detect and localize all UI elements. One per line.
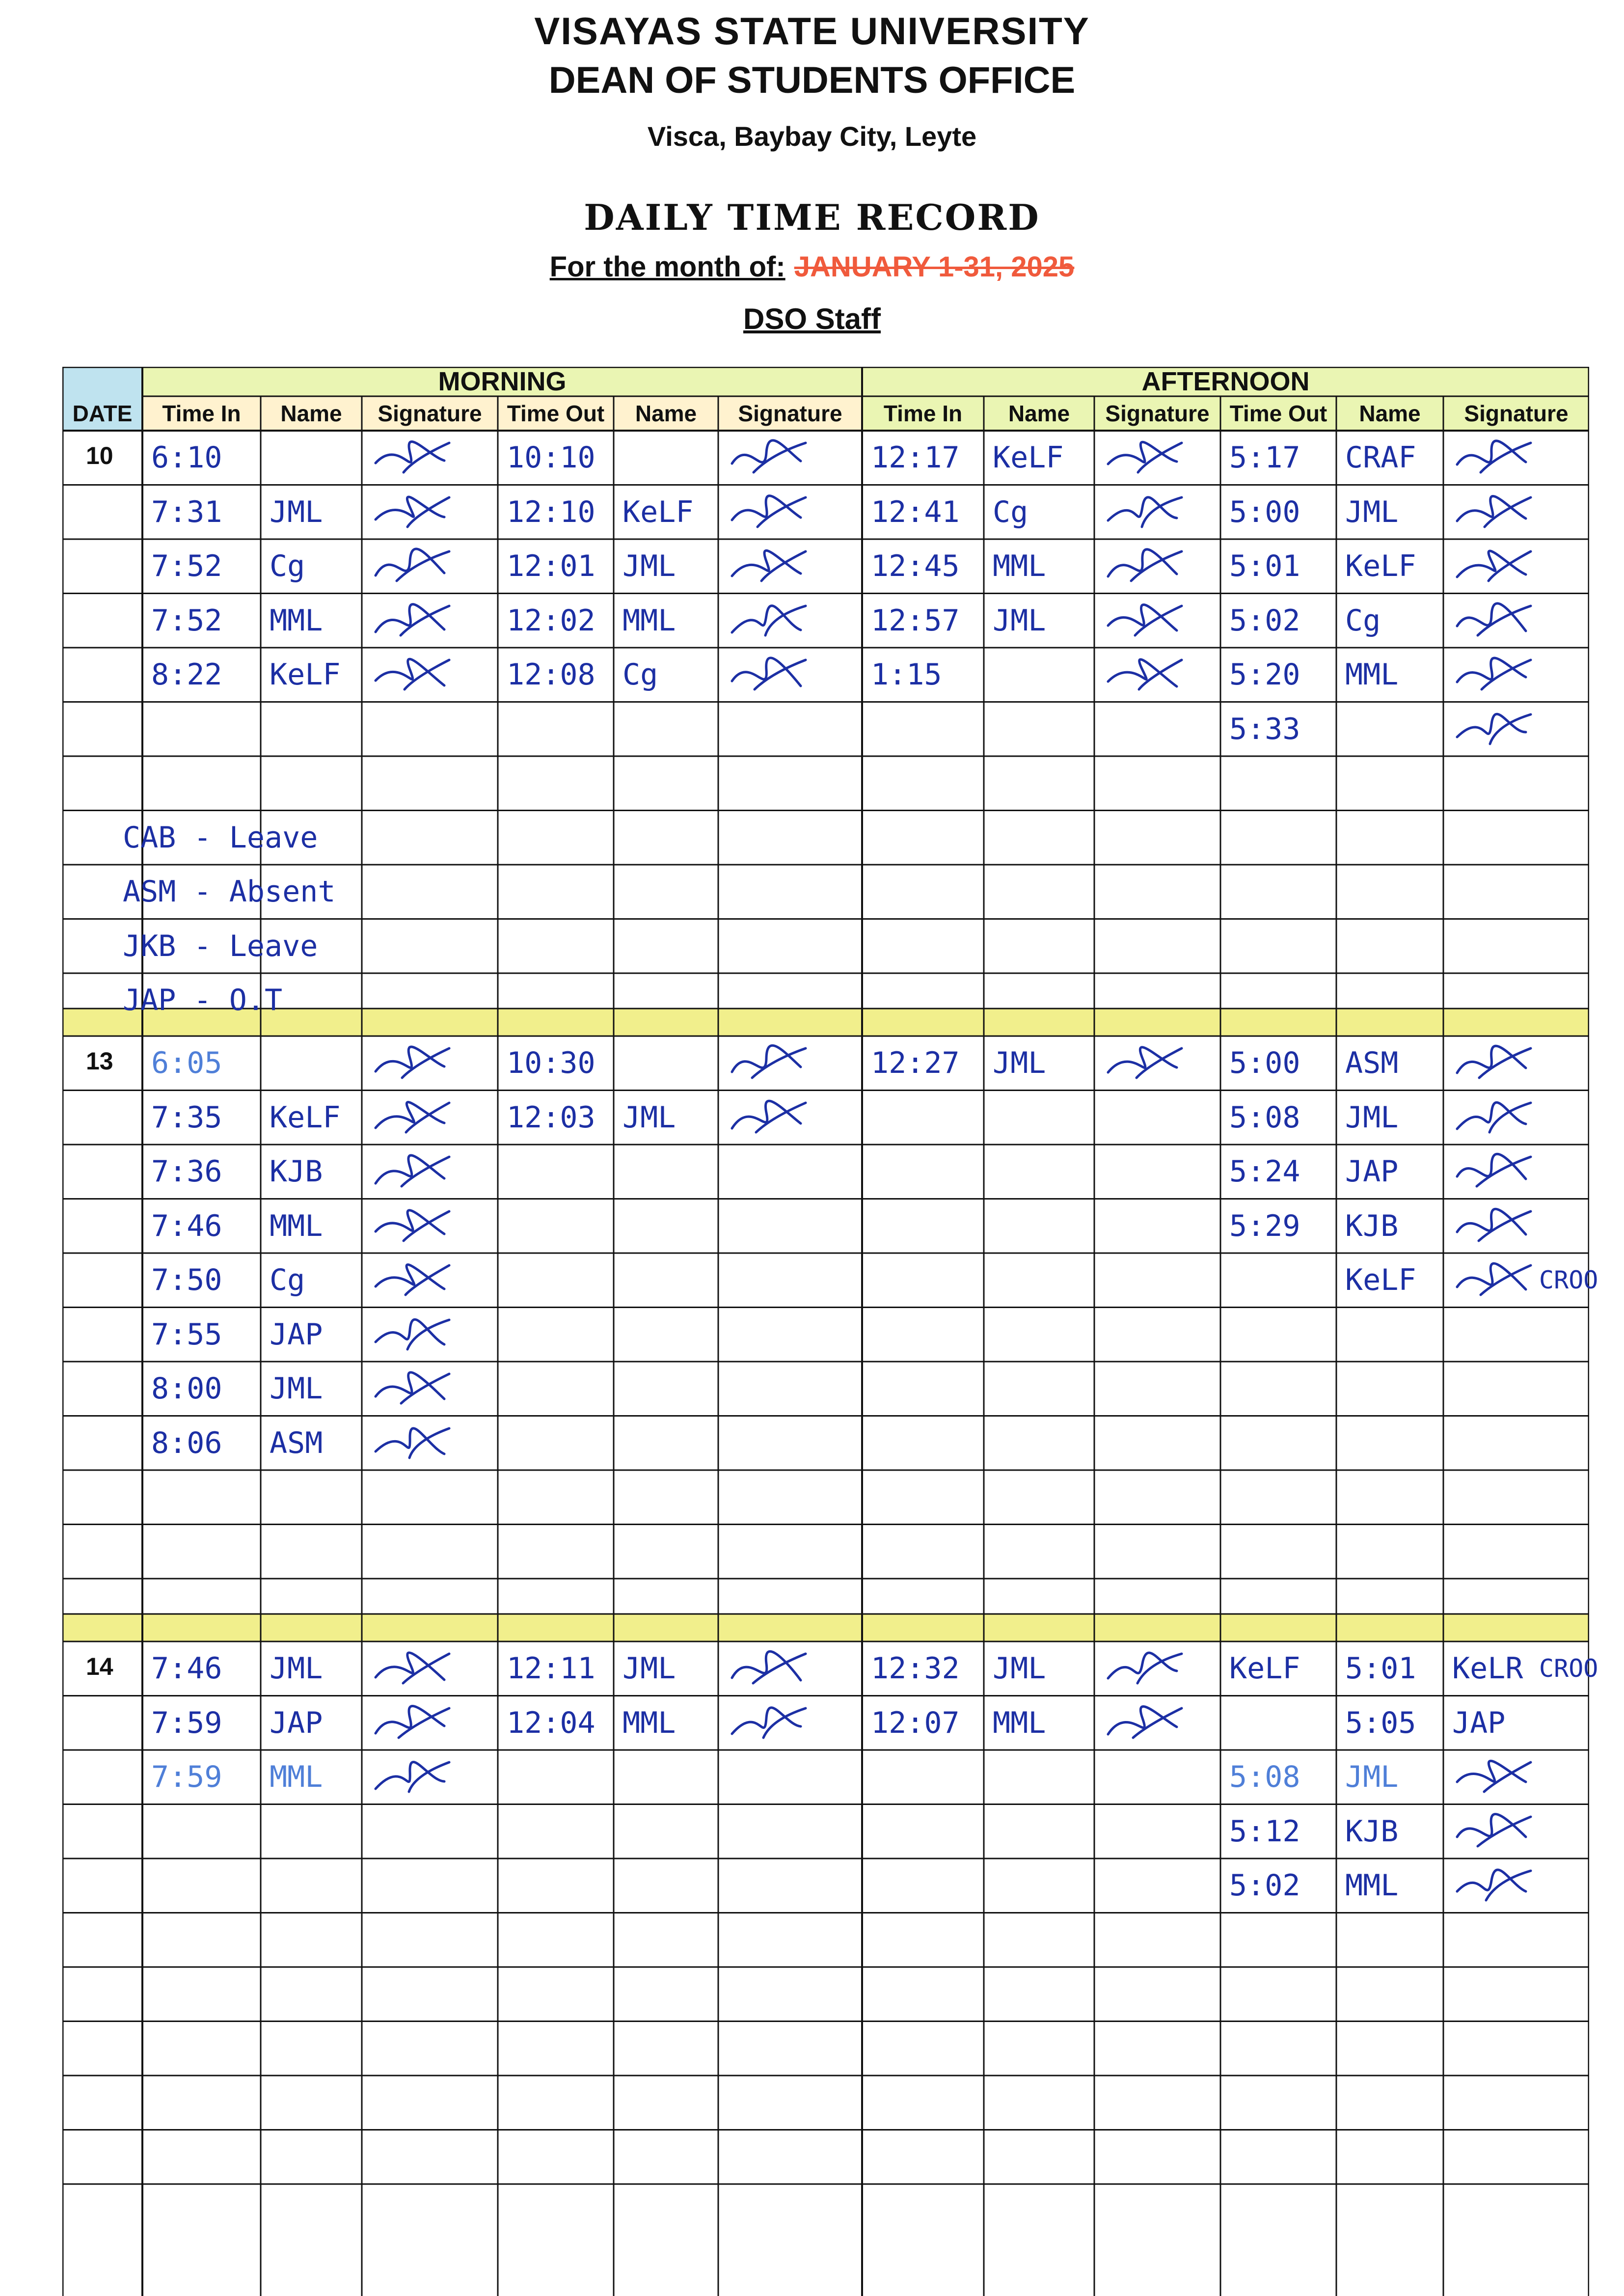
signature-mark: [727, 1093, 811, 1142]
name-entry: JML: [1345, 1100, 1399, 1135]
time-entry: 5:02: [1229, 1868, 1300, 1903]
time-entry: 7:35: [151, 1100, 222, 1135]
office-address: Visca, Baybay City, Leyte: [647, 121, 977, 152]
time-entry: 7:50: [151, 1263, 222, 1298]
name-entry: MML: [623, 603, 676, 638]
signature-mark: [1452, 1861, 1536, 1910]
signature-mark: [371, 1698, 454, 1748]
signature-mark: [371, 1093, 454, 1142]
date-label: 14: [86, 1653, 113, 1680]
signature-mark: [1452, 1256, 1536, 1305]
name-entry: JML: [623, 1100, 676, 1135]
signature-mark: [727, 1644, 811, 1693]
time-entry: 8:06: [151, 1425, 222, 1460]
leave-note: JKB - Leave: [123, 929, 318, 963]
signature-mark: [1452, 1039, 1536, 1088]
date-label: 10: [86, 442, 113, 469]
leave-note: CAB - Leave: [123, 820, 318, 855]
signature-mark: [1103, 433, 1187, 482]
time-entry: 5:00: [1229, 494, 1300, 529]
month-line: [0, 250, 1624, 283]
signature-mark: [371, 1752, 454, 1802]
column-header-12: Signature: [1464, 401, 1569, 426]
signature-mark: [371, 433, 454, 482]
time-entry: 12:03: [507, 1100, 595, 1135]
time-entry: 5:08: [1229, 1760, 1300, 1795]
form-title: DAILY TIME RECORD: [584, 196, 1040, 238]
column-header-8: Name: [1008, 401, 1070, 426]
morning-section-title: MORNING: [438, 367, 567, 396]
name-entry: MML: [270, 603, 323, 638]
signature-mark: [1452, 1752, 1536, 1802]
time-entry: 5:01: [1229, 549, 1300, 584]
staff-group-label: DSO Staff: [743, 302, 881, 335]
name-entry: KeLF: [1345, 549, 1416, 584]
margin-note: CROO: [1539, 1654, 1598, 1683]
time-entry: 7:31: [151, 494, 222, 529]
name-entry: JML: [270, 1371, 323, 1406]
time-entry: 7:46: [151, 1651, 222, 1686]
name-entry: JAP: [1345, 1154, 1399, 1189]
name-entry: KJB: [270, 1154, 323, 1189]
signature-mark: [1452, 596, 1536, 645]
signature-mark: [371, 542, 454, 591]
name-entry: JML: [270, 494, 323, 529]
signature-mark: [1103, 596, 1187, 645]
office-name: DEAN OF STUDENTS OFFICE: [548, 59, 1076, 101]
column-header-2: Name: [280, 401, 342, 426]
name-entry: Cg: [1345, 603, 1381, 638]
name-entry: JML: [993, 1046, 1046, 1081]
signature-mark: [371, 1644, 454, 1693]
time-entry: 12:41: [871, 494, 960, 529]
signature-mark: [1452, 1147, 1536, 1196]
name-entry: KeLF: [270, 1100, 341, 1135]
signature-mark: [1103, 542, 1187, 591]
column-header-5: Name: [635, 401, 697, 426]
signature-mark: [371, 1310, 454, 1359]
signature-mark: [371, 488, 454, 537]
time-entry: 5:17: [1229, 440, 1300, 475]
time-entry: 5:29: [1229, 1208, 1300, 1243]
leave-note: JAP - O.T: [123, 983, 283, 1018]
signature-mark: [371, 1256, 454, 1305]
name-entry: Cg: [623, 657, 658, 692]
signature-mark: [1452, 650, 1536, 699]
name-entry: MML: [993, 549, 1046, 584]
signature-mark: [371, 596, 454, 645]
signature-mark: [1103, 650, 1187, 699]
name-entry: JML: [1345, 1760, 1399, 1795]
time-entry: 8:22: [151, 657, 222, 692]
time-entry: 7:59: [151, 1760, 222, 1795]
time-entry: 12:32: [871, 1651, 960, 1686]
signature-mark: [1452, 542, 1536, 591]
signature-mark: [1452, 1202, 1536, 1251]
time-entry: 7:52: [151, 549, 222, 584]
time-entry: 12:17: [871, 440, 960, 475]
name-entry: JAP: [270, 1317, 323, 1352]
name-entry: JML: [623, 549, 676, 584]
name-entry: JAP: [270, 1705, 323, 1740]
signature-mark: [727, 650, 811, 699]
time-entry: 1:15: [871, 657, 942, 692]
time-entry: 12:07: [871, 1705, 960, 1740]
time-entry: 12:08: [507, 657, 595, 692]
time-entry: 7:46: [151, 1208, 222, 1243]
signature-mark: [1452, 705, 1536, 754]
name-entry: MML: [1345, 1868, 1399, 1903]
name-entry: JML: [993, 1651, 1046, 1686]
signature-mark: [371, 1419, 454, 1468]
time-entry: 6:05: [151, 1046, 222, 1081]
name-entry: MML: [993, 1705, 1046, 1740]
time-entry: 12:04: [507, 1705, 595, 1740]
name-entry: KeLF: [993, 440, 1064, 475]
name-entry: ASM: [270, 1425, 323, 1460]
block-separator: [62, 1614, 1589, 1641]
name-entry: JML: [623, 1651, 676, 1686]
signature-mark: [1103, 488, 1187, 537]
signature-mark: [1103, 1039, 1187, 1088]
university-name: VISAYAS STATE UNIVERSITY: [534, 9, 1090, 53]
name-entry: CRAF: [1345, 440, 1416, 475]
signature-mark: [1103, 1698, 1187, 1748]
signature-mark: [371, 650, 454, 699]
time-entry: 8:00: [151, 1371, 222, 1406]
time-entry: 12:45: [871, 549, 960, 584]
name-entry: JML: [270, 1651, 323, 1686]
time-record-table: [62, 367, 1598, 2296]
time-entry: 7:52: [151, 603, 222, 638]
margin-note: CROO: [1539, 1266, 1598, 1295]
time-entry: 5:00: [1229, 1046, 1300, 1081]
date-column-header: DATE: [72, 401, 133, 426]
column-header-10: Time Out: [1229, 401, 1327, 426]
name-entry: MML: [270, 1208, 323, 1243]
signature-mark: [371, 1364, 454, 1413]
column-header-9: Signature: [1105, 401, 1210, 426]
name-entry: KJB: [1345, 1208, 1399, 1243]
name-entry: Cg: [993, 494, 1029, 529]
time-entry: 5:02: [1229, 603, 1300, 638]
time-entry: KeLF: [1229, 1651, 1300, 1686]
signature-mark: [1452, 433, 1536, 482]
time-entry: 5:33: [1229, 711, 1300, 746]
time-entry: 5:12: [1229, 1814, 1300, 1849]
block-separator: [62, 1009, 1589, 1036]
column-header-4: Time Out: [507, 401, 605, 426]
name-entry: KeLF: [623, 494, 694, 529]
time-entry: 7:36: [151, 1154, 222, 1189]
date-label: 13: [86, 1047, 113, 1075]
signature-mark: [1452, 1093, 1536, 1142]
time-entry: 5:24: [1229, 1154, 1300, 1189]
time-entry: 12:01: [507, 549, 595, 584]
time-entry: 12:10: [507, 494, 595, 529]
time-entry: JAP: [1452, 1705, 1506, 1740]
signature-mark: [727, 1698, 811, 1748]
signature-mark: [727, 488, 811, 537]
name-entry: JML: [993, 603, 1046, 638]
time-entry: 12:27: [871, 1046, 960, 1081]
name-entry: KeLF: [1345, 1263, 1416, 1298]
signature-mark: [1452, 488, 1536, 537]
time-entry: 12:11: [507, 1651, 595, 1686]
name-entry: KJB: [1345, 1814, 1399, 1849]
time-entry: 10:10: [507, 440, 595, 475]
name-entry: Cg: [270, 1263, 305, 1298]
name-entry: 5:05: [1345, 1705, 1416, 1740]
time-entry: 7:59: [151, 1705, 222, 1740]
signature-mark: [1103, 1644, 1187, 1693]
column-header-1: Time In: [162, 401, 241, 426]
signature-mark: [727, 542, 811, 591]
signature-mark: [371, 1147, 454, 1196]
time-entry: 12:57: [871, 603, 960, 638]
name-entry: Cg: [270, 549, 305, 584]
time-entry: 5:08: [1229, 1100, 1300, 1135]
signature-mark: [1452, 1807, 1536, 1856]
name-entry: MML: [1345, 657, 1399, 692]
column-header-7: Time In: [883, 401, 963, 426]
signature-mark: [371, 1202, 454, 1251]
time-entry: 10:30: [507, 1046, 595, 1081]
name-entry: MML: [623, 1705, 676, 1740]
time-entry: 6:10: [151, 440, 222, 475]
month-value: JANUARY 1-31, 2025: [794, 251, 1075, 283]
afternoon-section-title: AFTERNOON: [1141, 367, 1310, 396]
column-header-11: Name: [1359, 401, 1421, 426]
time-entry: 7:55: [151, 1317, 222, 1352]
signature-mark: [727, 433, 811, 482]
column-header-6: Signature: [738, 401, 842, 426]
month-label: For the month of:: [549, 251, 785, 283]
signature-mark: [727, 596, 811, 645]
time-entry: KeLR: [1452, 1651, 1523, 1686]
time-entry: 12:02: [507, 603, 595, 638]
signature-mark: [727, 1039, 811, 1088]
name-entry: KeLF: [270, 657, 341, 692]
name-entry: JML: [1345, 494, 1399, 529]
name-entry: MML: [270, 1760, 323, 1795]
name-entry: 5:01: [1345, 1651, 1416, 1686]
column-header-3: Signature: [378, 401, 482, 426]
time-entry: 5:20: [1229, 657, 1300, 692]
name-entry: ASM: [1345, 1046, 1399, 1081]
signature-mark: [371, 1039, 454, 1088]
leave-note: ASM - Absent: [123, 875, 336, 909]
